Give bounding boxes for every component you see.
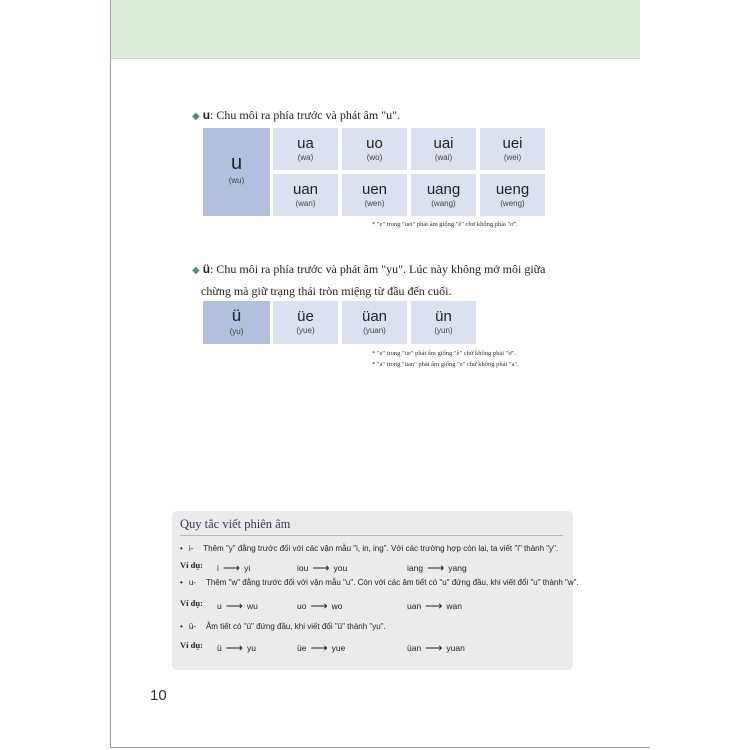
page-number: 10 (150, 687, 167, 704)
final-cell-v: ü (yu) (203, 301, 270, 344)
example-label: Ví dụ: (180, 598, 203, 608)
example: i ⟶ yi (217, 561, 251, 575)
final-cell: uen (wen) (342, 174, 407, 216)
footnote: * "e" trong "uei" phát âm giống "ê" chứ không phải "ơ". (372, 221, 518, 228)
final-cell: uang (wang) (411, 174, 476, 216)
final-cell: uan (wan) (273, 174, 338, 216)
example-label: Ví dụ: (180, 640, 203, 650)
rule-item: • i- Thêm "y" đằng trước đối với các vận mẫu "i, in, ing". Với các trường hợp còn lại, ta viết "i" thành "y". (180, 544, 559, 553)
section-u-title: ◆ u: Chu môi ra phía trước và phát âm "u". (192, 108, 400, 122)
example: üan ⟶ yuan (407, 641, 465, 655)
example: uo ⟶ wo (297, 599, 343, 613)
final-cell: ün (yun) (411, 301, 476, 344)
final-cell: uei (wei) (480, 128, 545, 170)
arrow-right-icon: ⟶ (312, 561, 330, 575)
example: ü ⟶ yu (217, 641, 256, 655)
arrow-right-icon: ⟶ (425, 641, 443, 655)
final-cell: uo (wo) (342, 128, 407, 170)
diamond-bullet-icon: ◆ (192, 265, 200, 276)
final-cell: üe (yue) (273, 301, 338, 344)
rule-item: • u- Thêm "w" đằng trước đối với vận mẫu "u". Còn với các âm tiết có "u" đứng đầu, khi viết đổi "u" thành "w". (180, 578, 579, 587)
arrow-right-icon: ⟶ (310, 599, 328, 613)
divider (180, 535, 563, 536)
final-cell: ua (wa) (273, 128, 338, 170)
example: u ⟶ wu (217, 599, 258, 613)
example: üe ⟶ yue (297, 641, 346, 655)
arrow-right-icon: ⟶ (225, 641, 243, 655)
final-cell: ueng (weng) (480, 174, 545, 216)
rules-title: Quy tắc viết phiên âm (180, 517, 291, 531)
arrow-right-icon: ⟶ (225, 599, 243, 613)
paragraph-line: ◆ ü: Chu môi ra phía trước và phát âm "yu". Lúc này không mở môi giữa (192, 262, 546, 276)
arrow-right-icon: ⟶ (427, 561, 445, 575)
rule-item: • ü- Âm tiết có "ü" đứng đầu, khi viết đổi "ü" thành "yu". (180, 622, 386, 631)
final-cell: uai (wai) (411, 128, 476, 170)
diamond-bullet-icon: ◆ (192, 111, 200, 122)
example: iang ⟶ yang (407, 561, 467, 575)
example-label: Ví dụ: (180, 560, 203, 570)
section-v-paragraph (192, 259, 546, 301)
arrow-right-icon: ⟶ (310, 641, 328, 655)
paragraph-line: chừng mà giữ trạng thái tròn miệng từ đầu đến cuối. (201, 284, 452, 298)
arrow-right-icon: ⟶ (425, 599, 443, 613)
final-cell: üan (yuan) (342, 301, 407, 344)
footnote: * "e" trong "üe" phát âm giống "ê" chứ không phải "ơ". (372, 350, 517, 357)
example: uan ⟶ wan (407, 599, 462, 613)
arrow-right-icon: ⟶ (222, 561, 241, 575)
final-cell-u: u (wu) (203, 128, 270, 216)
example: iou ⟶ you (297, 561, 348, 575)
footnote: * "a" trong "üan" phát âm giống "e" chứ không phải "a". (372, 361, 519, 368)
